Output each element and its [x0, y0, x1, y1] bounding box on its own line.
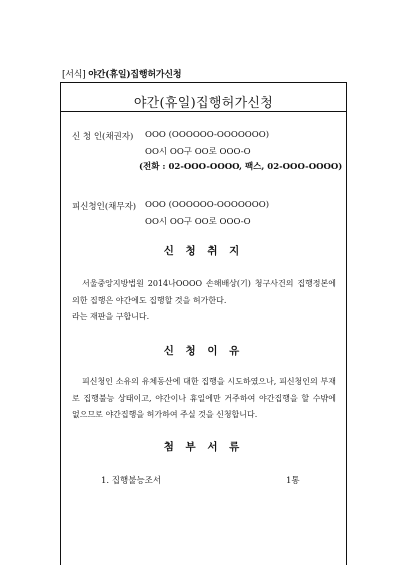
reason-heading: 신 청 이 유	[163, 345, 244, 357]
attachment-item-label: 1. 집행불능조서	[101, 476, 162, 486]
applicant-label: 신 청 인(채권자)	[72, 132, 134, 142]
purpose-heading: 신 청 취 지	[163, 245, 244, 257]
title-divider	[61, 111, 346, 112]
reason-body: 피신청인 소유의 유체동산에 대한 집행을 시도하였으나, 피신청인의 부재로 집행불능 상태이고, 야간이나 휴일에만 거주하여 야간집행을 할 수밖에 없으므로 야간집행을 허가하여 주실 것을 신청합니다.	[72, 377, 336, 419]
purpose-closing: 라는 재판을 구합니다.	[72, 312, 150, 321]
applicant-address: OO시 OO구 OO로 OOO-O	[145, 147, 251, 157]
respondent-address: OO시 OO구 OO로 OOO-O	[145, 217, 251, 227]
attachments-heading: 첨 부 서 류	[163, 441, 244, 453]
applicant-contact: (전화 : 02-OOO-OOOO, 팩스, 02-OOO-OOOO)	[139, 162, 343, 172]
purpose-body: 서울중앙지방법원 2014나OOOO 손해배상(기) 청구사건의 집행정본에 의한 집행은 야간에도 집행할 것을 허가한다.	[72, 279, 336, 305]
form-label	[62, 67, 181, 80]
respondent-name: OOO (OOOOOO-OOOOOOO)	[145, 200, 270, 210]
document-title: 야간(휴일)집행허가신청	[133, 96, 274, 111]
form-label-bracket: [서식]	[62, 70, 86, 80]
applicant-name: OOO (OOOOOO-OOOOOOO)	[145, 130, 270, 140]
respondent-label: 피신청인(채무자)	[72, 202, 137, 212]
document-frame	[60, 82, 347, 565]
form-label-title: 야간(휴일)집행허가신청	[88, 70, 182, 80]
attachment-item-count: 1통	[286, 476, 300, 486]
